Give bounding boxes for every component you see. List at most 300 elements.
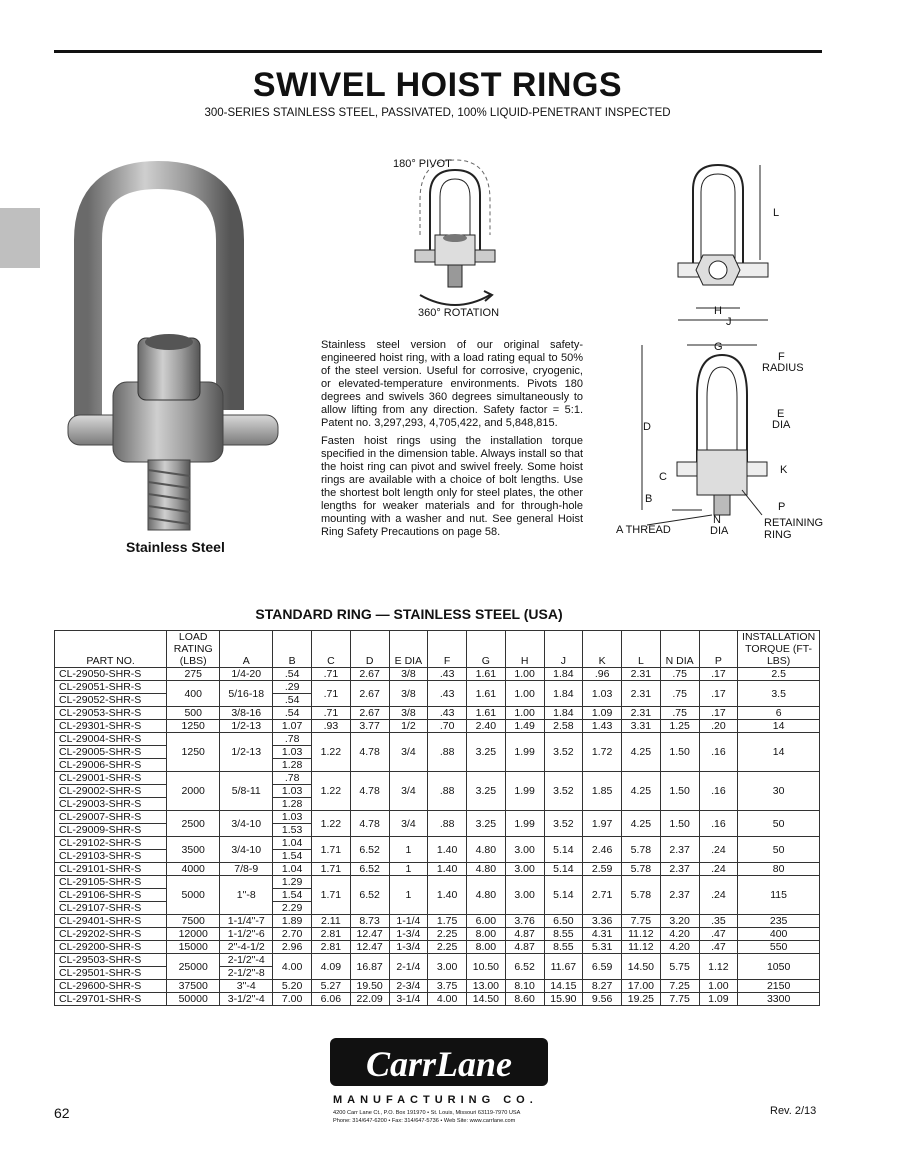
company-name: MANUFACTURING CO.: [333, 1094, 538, 1106]
table-row: [55, 954, 820, 980]
cell-torque: 6: [738, 707, 820, 720]
cell-n: 7.75: [660, 993, 699, 1006]
column-header: G: [467, 631, 506, 668]
part-number: CL-29503-SHR-S: [59, 954, 142, 966]
cell-k: 1.97: [583, 811, 622, 837]
cell-b: [273, 980, 312, 993]
cell-d: 8.73: [350, 915, 389, 928]
cell-a: 7/8-9: [220, 863, 273, 876]
cell-k: 1.09: [583, 707, 622, 720]
cell-d: 22.09: [350, 993, 389, 1006]
cell-f: .88: [428, 733, 467, 772]
cell-a: 3/4-10: [220, 811, 273, 837]
table-row: [55, 707, 820, 720]
cell-a: 1-1/2"-6: [220, 928, 273, 941]
part-number-cell: [55, 837, 167, 863]
part-number: CL-29009-SHR-S: [59, 823, 166, 836]
dimension-diagram-top: [668, 160, 778, 330]
cell-d: 4.78: [350, 733, 389, 772]
cell-j: 8.55: [544, 941, 583, 954]
cell-h: 3.00: [505, 863, 544, 876]
cell-j: 1.84: [544, 668, 583, 681]
cell-p: .24: [699, 837, 738, 863]
dim-e-dia-label: DIA: [772, 419, 791, 431]
b-value: 1.54: [273, 888, 311, 901]
cell-e: 3/4: [389, 772, 428, 811]
cell-c: 1.71: [312, 863, 351, 876]
cell-a: 1/2-13: [220, 720, 273, 733]
cell-j: 3.52: [544, 733, 583, 772]
cell-p: .47: [699, 941, 738, 954]
b-value: .54: [284, 707, 300, 719]
column-header: INSTALLATION TORQUE (FT-LBS): [738, 631, 820, 668]
cell-p: .24: [699, 863, 738, 876]
cell-h: 1.99: [505, 772, 544, 811]
cell-b: [273, 928, 312, 941]
part-number-cell: [55, 811, 167, 837]
cell-d: 2.67: [350, 707, 389, 720]
dim-k-label: K: [780, 464, 788, 476]
cell-e: 2-3/4: [389, 980, 428, 993]
cell-k: 2.71: [583, 876, 622, 915]
cell-a: 1"-8: [220, 876, 273, 915]
cell-l: 7.75: [622, 915, 661, 928]
cell-g: 2.40: [467, 720, 506, 733]
description-paragraph: Stainless steel version of our original safety-engineered hoist ring, with a load rating equal to 50% of the steel version. Useful for corrosive, cryogenic, or elevated-temperature environments. Pivots 180 degrees and swivels 360 degrees simultaneously to allow lifting from any direction. Safety factor = 5:1. Patent no. 3,297,293, 4,705,422, and 5,848,815.: [321, 339, 583, 429]
cell-e: 3/8: [389, 681, 428, 707]
cell-load: 500: [167, 707, 220, 720]
cell-f: .43: [428, 681, 467, 707]
cell-a: 1/4-20: [220, 668, 273, 681]
cell-g: 1.61: [467, 668, 506, 681]
part-number-cell: [55, 733, 167, 772]
cell-d: 6.52: [350, 876, 389, 915]
cell-a: 3-1/2"-4: [220, 993, 273, 1006]
description: [321, 339, 583, 544]
cell-load: 50000: [167, 993, 220, 1006]
cell-l: 2.31: [622, 681, 661, 707]
b-value: 2.29: [273, 901, 311, 914]
cell-d: 6.52: [350, 863, 389, 876]
cell-l: 2.31: [622, 668, 661, 681]
cell-n: 1.50: [660, 811, 699, 837]
cell-e: 1-1/4: [389, 915, 428, 928]
b-value: 1.53: [273, 823, 311, 836]
b-value: 1.28: [273, 758, 311, 771]
cell-p: .47: [699, 928, 738, 941]
cell-f: 2.25: [428, 928, 467, 941]
cell-g: 13.00: [467, 980, 506, 993]
cell-j: 6.50: [544, 915, 583, 928]
column-header: PART NO.: [55, 631, 167, 668]
part-number-cell: [55, 993, 167, 1006]
cell-k: .96: [583, 668, 622, 681]
b-value: 1.28: [273, 797, 311, 810]
cell-h: 4.87: [505, 941, 544, 954]
cell-k: 4.31: [583, 928, 622, 941]
cell-n: 1.50: [660, 772, 699, 811]
cell-p: .20: [699, 720, 738, 733]
page-title: SWIVEL HOIST RINGS: [252, 66, 623, 104]
cell-torque: 235: [738, 915, 820, 928]
cell-g: 8.00: [467, 928, 506, 941]
cell-g: 3.25: [467, 733, 506, 772]
cell-torque: 80: [738, 863, 820, 876]
cell-a: 1-1/4"-7: [220, 915, 273, 928]
part-number-cell: [55, 928, 167, 941]
dim-h-label: H: [714, 305, 722, 317]
cell-n: 2.37: [660, 876, 699, 915]
cell-c: .71: [312, 707, 351, 720]
cell-p: .17: [699, 681, 738, 707]
photo-caption: Stainless Steel: [126, 539, 225, 555]
cell-torque: 14: [738, 720, 820, 733]
cell-n: 1.25: [660, 720, 699, 733]
cell-load: 2000: [167, 772, 220, 811]
cell-h: 3.76: [505, 915, 544, 928]
cell-f: 3.00: [428, 954, 467, 980]
cell-e: 3/8: [389, 707, 428, 720]
cell-load: 400: [167, 681, 220, 707]
table-row: [55, 811, 820, 837]
cell-n: 2.37: [660, 863, 699, 876]
cell-n: 3.20: [660, 915, 699, 928]
dim-b-label: B: [645, 493, 653, 505]
column-header: N DIA: [660, 631, 699, 668]
cell-load: 3500: [167, 837, 220, 863]
cell-g: 6.00: [467, 915, 506, 928]
cell-e: 3/4: [389, 811, 428, 837]
cell-f: .43: [428, 668, 467, 681]
cell-l: 4.25: [622, 811, 661, 837]
cell-k: 1.85: [583, 772, 622, 811]
column-header: K: [583, 631, 622, 668]
part-number: CL-29050-SHR-S: [59, 668, 142, 680]
cell-a: 2"-4-1/2: [220, 941, 273, 954]
column-header: LOAD RATING (LBS): [167, 631, 220, 668]
cell-load: 275: [167, 668, 220, 681]
cell-f: 1.40: [428, 876, 467, 915]
cell-k: 1.72: [583, 733, 622, 772]
b-value: 1.03: [273, 745, 311, 758]
pivot-rotation-diagram: [390, 155, 520, 325]
part-number-cell: [55, 668, 167, 681]
cell-g: 4.80: [467, 837, 506, 863]
part-number-cell: [55, 954, 167, 980]
cell-h: 8.10: [505, 980, 544, 993]
dim-d-label: D: [643, 421, 651, 433]
company-contact: Phone: 314/647-6200 • Fax: 314/647-5736 • Web Site: www.carrlane.com: [333, 1118, 516, 1124]
cell-h: 1.00: [505, 707, 544, 720]
cell-torque: 3300: [738, 993, 820, 1006]
table-row: [55, 915, 820, 928]
dim-e-label: E: [777, 408, 785, 420]
part-number-cell: [55, 863, 167, 876]
cell-k: 2.59: [583, 863, 622, 876]
cell-j: 5.14: [544, 863, 583, 876]
table-row: [55, 681, 820, 707]
cell-c: .71: [312, 681, 351, 707]
b-value: 5.20: [281, 980, 303, 992]
cell-b: [273, 915, 312, 928]
cell-b: [273, 668, 312, 681]
cell-g: 1.61: [467, 681, 506, 707]
cell-n: .75: [660, 668, 699, 681]
cell-b: [273, 707, 312, 720]
a-value: 2-1/2"-8: [220, 966, 272, 979]
cell-f: 1.75: [428, 915, 467, 928]
b-value: .54: [284, 668, 300, 680]
cell-c: 1.22: [312, 772, 351, 811]
dim-n-label: N: [713, 514, 721, 526]
part-number: CL-29600-SHR-S: [59, 980, 142, 992]
cell-f: 2.25: [428, 941, 467, 954]
cell-p: 1.12: [699, 954, 738, 980]
cell-d: 2.67: [350, 668, 389, 681]
cell-n: 5.75: [660, 954, 699, 980]
b-value: 2.70: [281, 928, 303, 940]
part-number: CL-29051-SHR-S: [59, 681, 142, 693]
b-value: 1.04: [281, 837, 303, 849]
table-row: [55, 993, 820, 1006]
table-row: [55, 837, 820, 863]
part-number: CL-29004-SHR-S: [59, 733, 142, 745]
cell-g: 14.50: [467, 993, 506, 1006]
cell-h: 1.99: [505, 811, 544, 837]
cell-g: 4.80: [467, 876, 506, 915]
cell-p: 1.09: [699, 993, 738, 1006]
cell-g: 8.00: [467, 941, 506, 954]
part-number: CL-29101-SHR-S: [59, 863, 142, 875]
cell-c: 6.06: [312, 993, 351, 1006]
cell-h: 4.87: [505, 928, 544, 941]
cell-h: 1.99: [505, 733, 544, 772]
hoist-ring-photo: [58, 160, 288, 540]
b-value: 4.00: [281, 960, 303, 973]
ring-label: RING: [764, 529, 792, 541]
part-number: CL-29301-SHR-S: [59, 720, 142, 732]
part-number-cell: [55, 681, 167, 707]
cell-torque: 2.5: [738, 668, 820, 681]
cell-f: 4.00: [428, 993, 467, 1006]
cell-l: 4.25: [622, 772, 661, 811]
cell-e: 1: [389, 876, 428, 915]
b-value: 1.03: [281, 811, 303, 823]
cell-e: 3/8: [389, 668, 428, 681]
column-header: C: [312, 631, 351, 668]
part-number: CL-29001-SHR-S: [59, 772, 142, 784]
part-number-cell: [55, 980, 167, 993]
column-header: B: [273, 631, 312, 668]
column-header: L: [622, 631, 661, 668]
cell-c: 1.22: [312, 811, 351, 837]
cell-j: 11.67: [544, 954, 583, 980]
cell-c: .71: [312, 668, 351, 681]
top-rule: [54, 50, 822, 53]
cell-g: 10.50: [467, 954, 506, 980]
cell-a: 3/8-16: [220, 707, 273, 720]
b-value: .29: [284, 681, 300, 693]
cell-a: 1/2-13: [220, 733, 273, 772]
b-value: 1.07: [281, 720, 303, 732]
cell-p: .16: [699, 772, 738, 811]
cell-torque: 1050: [738, 954, 820, 980]
cell-load: 1250: [167, 733, 220, 772]
column-header: E DIA: [389, 631, 428, 668]
cell-a: 5/16-18: [220, 681, 273, 707]
cell-c: 1.71: [312, 876, 351, 915]
dim-c-label: C: [659, 471, 667, 483]
cell-d: 4.78: [350, 811, 389, 837]
cell-p: .16: [699, 811, 738, 837]
cell-p: 1.00: [699, 980, 738, 993]
dim-n-dia-label: DIA: [710, 525, 729, 537]
part-number-cell: [55, 915, 167, 928]
b-value: 1.54: [273, 849, 311, 862]
cell-l: 14.50: [622, 954, 661, 980]
b-value: 1.89: [281, 915, 303, 927]
cell-j: 1.84: [544, 707, 583, 720]
cell-c: 4.09: [312, 954, 351, 980]
cell-torque: 14: [738, 733, 820, 772]
cell-load: 12000: [167, 928, 220, 941]
cell-c: 2.11: [312, 915, 351, 928]
b-value: .78: [284, 772, 300, 784]
part-number: CL-29401-SHR-S: [59, 915, 142, 927]
cell-n: .75: [660, 707, 699, 720]
cell-p: .17: [699, 668, 738, 681]
cell-b: [273, 954, 312, 980]
cell-c: .93: [312, 720, 351, 733]
cell-j: 5.14: [544, 876, 583, 915]
cell-b: [273, 993, 312, 1006]
svg-text:CarrLane: CarrLane: [365, 1044, 513, 1084]
cell-g: 3.25: [467, 811, 506, 837]
cell-b: [273, 837, 312, 863]
cell-l: 17.00: [622, 980, 661, 993]
column-header: D: [350, 631, 389, 668]
part-number: CL-29202-SHR-S: [59, 928, 142, 940]
company-address: 4200 Carr Lane Ct., P.O. Box 191970 • St. Louis, Missouri 63119-7970 USA: [333, 1110, 521, 1116]
cell-d: 16.87: [350, 954, 389, 980]
page-number: 62: [54, 1105, 70, 1121]
cell-d: 6.52: [350, 837, 389, 863]
cell-f: 1.40: [428, 837, 467, 863]
cell-p: .16: [699, 733, 738, 772]
cell-h: 1.00: [505, 668, 544, 681]
cell-torque: 30: [738, 772, 820, 811]
dim-j-label: J: [726, 316, 732, 328]
part-number-cell: [55, 941, 167, 954]
dim-g-label: G: [714, 341, 723, 353]
cell-p: .35: [699, 915, 738, 928]
description-paragraph: Fasten hoist rings using the installation torque specified in the dimension table. Always install so that the hoist ring can pivot and swivel freely. Some hoist rings are available with a choice of bolt lengths. Use the shortest bolt length only for steel plates, the other lengths for weaker materials and for through-hole mounting with a washer and nut. See general Hoist Ring Safety Precautions on page 58.: [321, 435, 583, 538]
table-row: [55, 876, 820, 915]
column-header: J: [544, 631, 583, 668]
cell-d: 3.77: [350, 720, 389, 733]
page-subtitle: 300-SERIES STAINLESS STEEL, PASSIVATED, 100% LIQUID-PENETRANT INSPECTED: [204, 107, 671, 119]
cell-h: 3.00: [505, 837, 544, 863]
cell-h: 1.00: [505, 681, 544, 707]
cell-torque: 115: [738, 876, 820, 915]
cell-torque: 50: [738, 811, 820, 837]
cell-load: 15000: [167, 941, 220, 954]
dim-p-label: P: [778, 501, 786, 513]
cell-e: 2-1/4: [389, 954, 428, 980]
part-number: CL-29106-SHR-S: [59, 888, 166, 901]
cell-l: 3.31: [622, 720, 661, 733]
cell-k: 1.43: [583, 720, 622, 733]
part-number: CL-29102-SHR-S: [59, 837, 142, 849]
dimension-table: [54, 630, 820, 1006]
cell-load: 7500: [167, 915, 220, 928]
part-number: CL-29107-SHR-S: [59, 901, 166, 914]
table-row: [55, 863, 820, 876]
cell-a: [220, 954, 273, 980]
b-value: 7.00: [281, 993, 303, 1005]
cell-a: 3/4-10: [220, 837, 273, 863]
cell-f: .43: [428, 707, 467, 720]
table-row: [55, 733, 820, 772]
part-number: CL-29002-SHR-S: [59, 784, 166, 797]
cell-b: [273, 681, 312, 707]
cell-torque: 550: [738, 941, 820, 954]
cell-k: 5.31: [583, 941, 622, 954]
cell-torque: 3.5: [738, 681, 820, 707]
cell-d: 2.67: [350, 681, 389, 707]
cell-c: 1.71: [312, 837, 351, 863]
cell-load: 4000: [167, 863, 220, 876]
cell-j: 15.90: [544, 993, 583, 1006]
b-value: 1.03: [273, 784, 311, 797]
table-row: [55, 668, 820, 681]
dim-f-radius-label: RADIUS: [762, 362, 804, 374]
cell-h: 3.00: [505, 876, 544, 915]
cell-j: 1.84: [544, 681, 583, 707]
cell-l: 19.25: [622, 993, 661, 1006]
cell-k: 6.59: [583, 954, 622, 980]
cell-j: 8.55: [544, 928, 583, 941]
cell-a: 3"-4: [220, 980, 273, 993]
retaining-label: RETAINING: [764, 517, 824, 529]
part-number: CL-29200-SHR-S: [59, 941, 142, 953]
cell-h: 8.60: [505, 993, 544, 1006]
cell-e: 3-1/4: [389, 993, 428, 1006]
cell-l: 11.12: [622, 928, 661, 941]
cell-f: .70: [428, 720, 467, 733]
table-row: [55, 772, 820, 811]
column-header: A: [220, 631, 273, 668]
cell-d: 19.50: [350, 980, 389, 993]
cell-k: 1.03: [583, 681, 622, 707]
part-number-cell: [55, 707, 167, 720]
cell-l: 2.31: [622, 707, 661, 720]
cell-n: 1.50: [660, 733, 699, 772]
cell-b: [273, 811, 312, 837]
revision: Rev. 2/13: [770, 1105, 817, 1117]
table-row: [55, 941, 820, 954]
cell-b: [273, 876, 312, 915]
cell-a: 5/8-11: [220, 772, 273, 811]
part-number: CL-29005-SHR-S: [59, 745, 166, 758]
cell-k: 9.56: [583, 993, 622, 1006]
cell-f: 3.75: [428, 980, 467, 993]
cell-n: 4.20: [660, 941, 699, 954]
part-number: CL-29105-SHR-S: [59, 876, 142, 888]
column-header: F: [428, 631, 467, 668]
table-row: [55, 720, 820, 733]
b-value: 1.29: [281, 876, 303, 888]
